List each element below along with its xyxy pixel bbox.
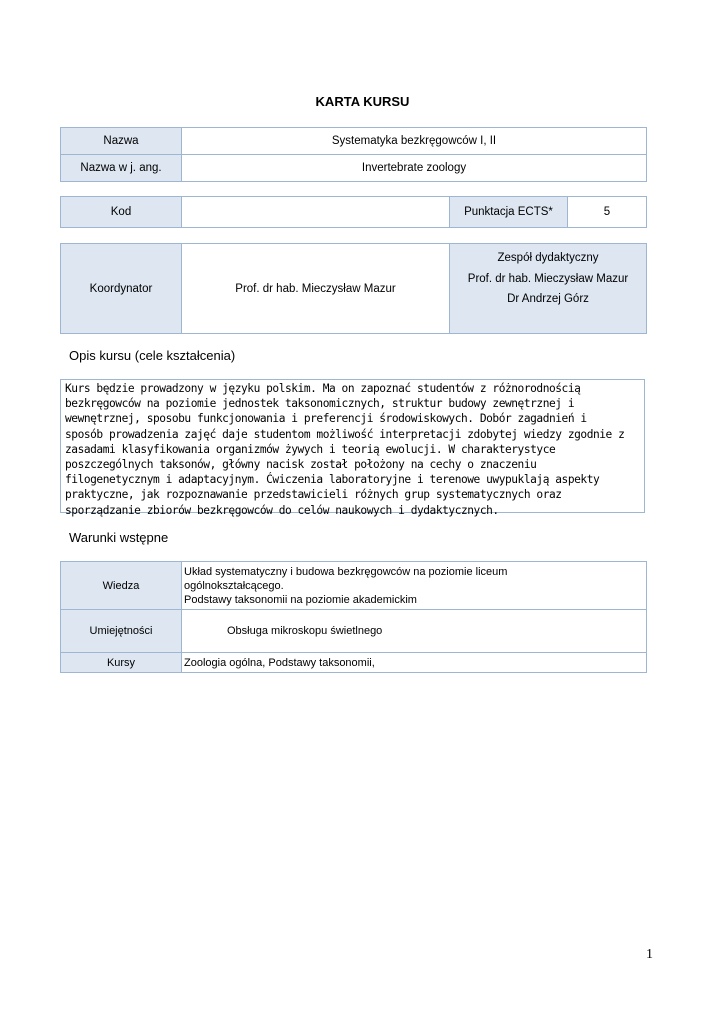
course-name-table bbox=[60, 127, 647, 182]
description-line: wewnętrznej, sposobu funkcjonowania i preferencji środowiskowych. Dobór zagadnień i bbox=[65, 412, 587, 426]
team-cell bbox=[450, 244, 647, 334]
ects-label: Punktacja ECTS* bbox=[450, 197, 568, 228]
page-number: 1 bbox=[646, 947, 653, 962]
nazwa-label: Nazwa bbox=[61, 128, 182, 155]
ects-value: 5 bbox=[568, 197, 647, 228]
team-member: Prof. dr hab. Mieczysław Mazur bbox=[467, 272, 629, 285]
koordynator-value: Prof. dr hab. Mieczysław Mazur bbox=[182, 244, 450, 334]
koordynator-label: Koordynator bbox=[61, 244, 182, 334]
wiedza-line: Układ systematyczny i budowa bezkręgowców na poziomie liceum bbox=[184, 565, 508, 578]
kursy-label: Kursy bbox=[61, 653, 182, 673]
coordinator-table bbox=[60, 243, 647, 334]
wiedza-line: ogólnokształcącego. bbox=[184, 579, 284, 592]
umiejetnosci-label: Umiejętności bbox=[61, 610, 182, 653]
team-label: Zespół dydaktyczny bbox=[497, 252, 599, 264]
prereq-heading: Warunki wstępne bbox=[69, 530, 169, 545]
description-line: poszczególnych taksonów, główny nacisk został położony na cechy o znaczeniu bbox=[65, 458, 537, 472]
page-title: KARTA KURSU bbox=[315, 94, 410, 109]
nazwa-value: Systematyka bezkręgowców I, II bbox=[182, 128, 647, 155]
wiedza-line: Podstawy taksonomii na poziomie akademickim bbox=[184, 593, 417, 606]
description-box bbox=[60, 379, 645, 517]
description-line: sporządzanie zbiorów bezkręgowców do celów naukowych i dydaktycznych. bbox=[65, 503, 499, 517]
description-line: filogenetycznym i adaptacyjnym. Ćwiczenia laboratoryjne i terenowe uwypuklają aspekty bbox=[65, 473, 600, 487]
kod-label: Kod bbox=[61, 197, 182, 228]
description-line: zasadami klasyfikowania organizmów żywych i teorią ewolucji. W charakterystyce bbox=[65, 442, 556, 456]
umiejetnosci-text: Obsługa mikroskopu świetlnego bbox=[227, 625, 383, 637]
kursy-value: Zoologia ogólna, Podstawy taksonomii, bbox=[182, 653, 647, 673]
description-line: Kurs będzie prowadzony w języku polskim. Ma on zapoznać studentów z różnorodnością bbox=[65, 382, 581, 395]
prereq-table bbox=[60, 561, 647, 673]
nazwa-ang-value: Invertebrate zoology bbox=[182, 155, 647, 182]
kod-value bbox=[182, 197, 450, 228]
nazwa-ang-label: Nazwa w j. ang. bbox=[61, 155, 182, 182]
wiedza-label: Wiedza bbox=[61, 562, 182, 610]
description-heading: Opis kursu (cele kształcenia) bbox=[69, 348, 236, 363]
team-member: Dr Andrzej Górz bbox=[507, 293, 589, 305]
course-code-table bbox=[60, 196, 647, 228]
description-line: bezkręgowców na poziomie jednostek taksonomicznych, struktur budowy zewnętrznej i bbox=[65, 397, 575, 411]
description-line: praktyczne, jak rozpoznawanie przedstawicieli różnych grup systematycznych oraz bbox=[65, 488, 562, 502]
wiedza-value bbox=[182, 562, 647, 610]
description-line: sposób prowadzenia zajęć daje studentom możliwość interpretacji zdobytej wiedzy zgodnie z bbox=[65, 427, 625, 441]
umiejetnosci-value bbox=[182, 610, 647, 653]
